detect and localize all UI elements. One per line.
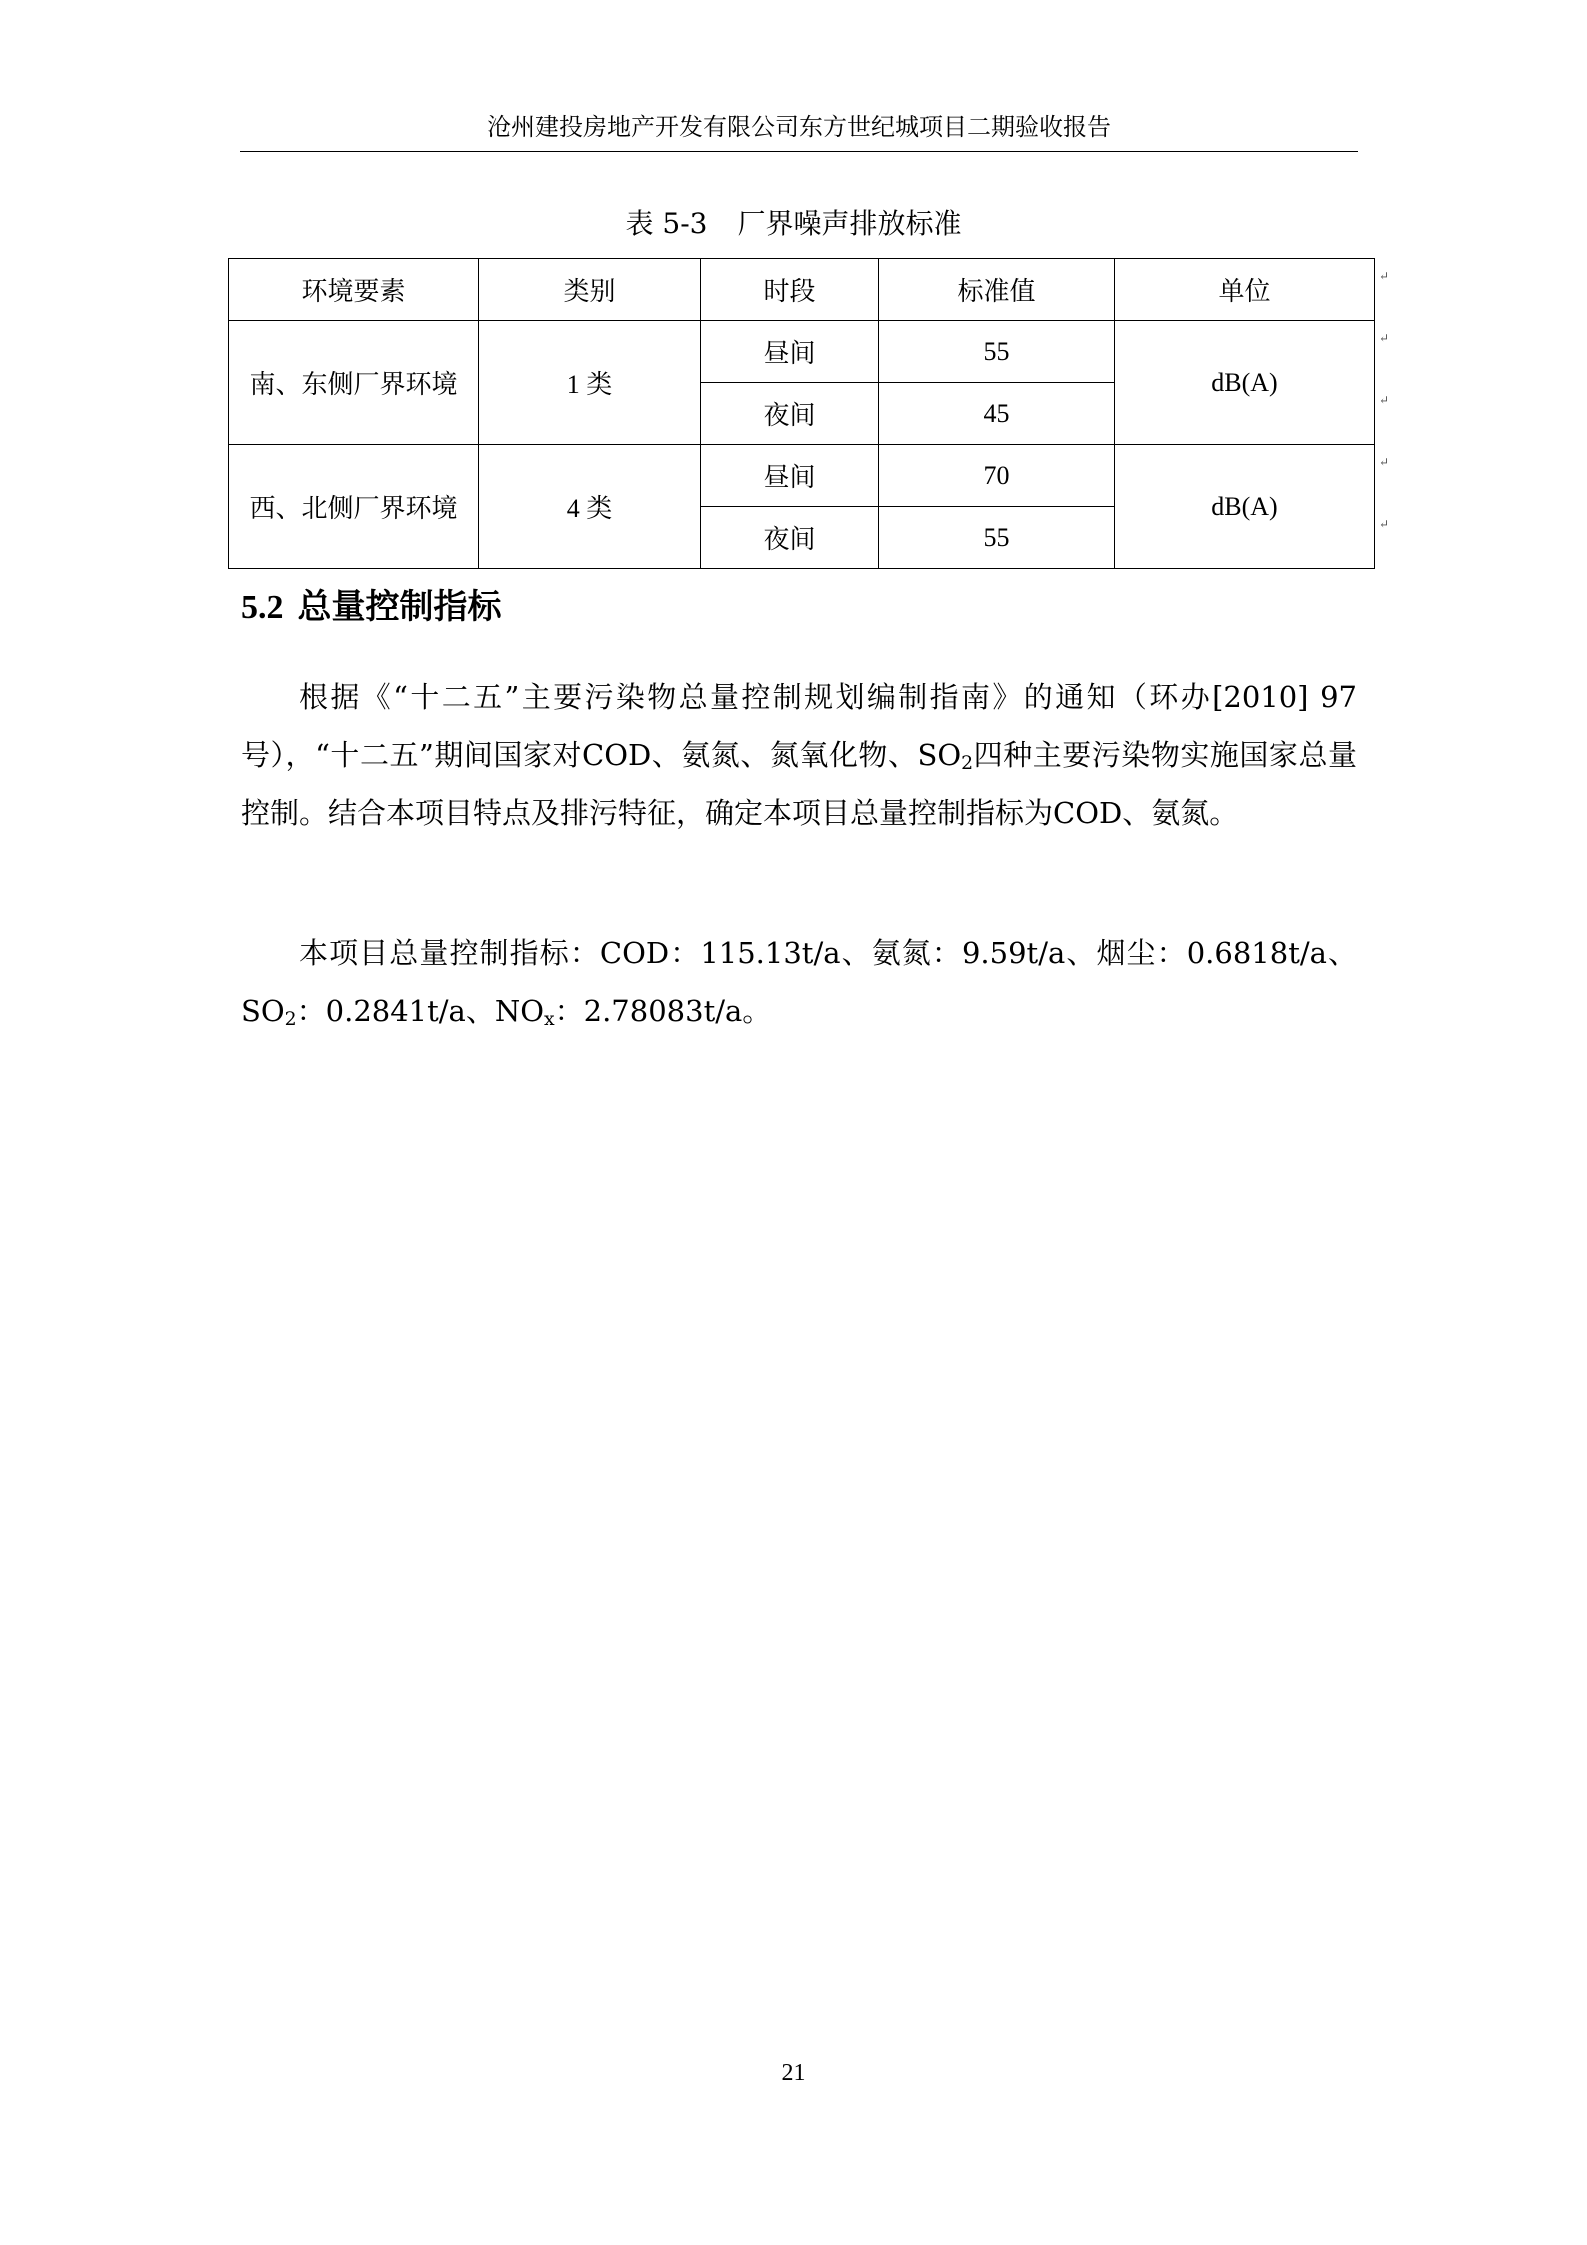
paragraph-mark-icon: ↵ xyxy=(1379,331,1390,345)
unit-cell: dB(A) xyxy=(1115,321,1375,445)
period-cell: 夜间 xyxy=(701,383,879,445)
period-cell: 昼间 xyxy=(701,321,879,383)
period-cell: 昼间 xyxy=(701,445,879,507)
category-cell: 4 类 xyxy=(479,445,701,569)
paragraph-mark-icon: ↵ xyxy=(1379,517,1390,531)
section-heading xyxy=(241,585,502,630)
paragraph-text: 根据《“十二五”主要污染物总量控制规划编制指南》的通知（环办[2010] 97号），“十二五”期间国家对COD、氨氮、氮氧化物、SO xyxy=(241,680,1357,772)
table-caption-number: 表 5-3 xyxy=(625,207,708,240)
standard-value-cell: 55 xyxy=(879,507,1115,569)
paragraph-text: 本项目总量控制指标：COD：115.13t/a、氨氮：9.59t/a、烟尘：0.6818t/a、SO xyxy=(241,936,1357,1028)
subscript: 2 xyxy=(284,1008,297,1030)
table-caption-title: 厂界噪声排放标准 xyxy=(737,207,962,240)
standard-value-cell: 55 xyxy=(879,321,1115,383)
column-header: 时段 xyxy=(701,259,879,321)
paragraph-total-control-basis xyxy=(241,668,1357,842)
environment-element-cell: 西、北侧厂界环境 xyxy=(229,445,479,569)
paragraph-mark-icon: ↵ xyxy=(1379,393,1390,407)
paragraph-text: ：2.78083t/a。 xyxy=(554,994,772,1028)
paragraph-text: 四种主要污染物实施国家总量控制。结合本项目特点及排污特征，确定本项目总量控制指标为COD、氨氮。 xyxy=(241,738,1357,830)
section-title: 总量控制指标 xyxy=(297,587,502,627)
column-header: 单位 xyxy=(1115,259,1375,321)
standard-value-cell: 70 xyxy=(879,445,1115,507)
table-row xyxy=(229,445,1375,507)
column-header: 环境要素 xyxy=(229,259,479,321)
page-header: 沧州建投房地产开发有限公司东方世纪城项目二期验收报告 xyxy=(487,113,1111,141)
subscript: 2 xyxy=(961,752,974,774)
page-number: 21 xyxy=(781,2060,806,2086)
table-header-row xyxy=(229,259,1375,321)
standard-value-cell: 45 xyxy=(879,383,1115,445)
noise-standard-table xyxy=(228,258,1375,569)
section-number: 5.2 xyxy=(241,589,284,626)
paragraph-total-control-indicators xyxy=(241,924,1357,1040)
table-row xyxy=(229,321,1375,383)
paragraph-text: ：0.2841t/a、NO xyxy=(296,994,544,1028)
environment-element-cell: 南、东侧厂界环境 xyxy=(229,321,479,445)
subscript: x xyxy=(544,1008,555,1030)
table-caption xyxy=(0,205,1587,243)
column-header: 标准值 xyxy=(879,259,1115,321)
header-rule xyxy=(240,151,1358,152)
period-cell: 夜间 xyxy=(701,507,879,569)
unit-cell: dB(A) xyxy=(1115,445,1375,569)
category-cell: 1 类 xyxy=(479,321,701,445)
column-header: 类别 xyxy=(479,259,701,321)
paragraph-mark-icon: ↵ xyxy=(1379,269,1390,283)
paragraph-mark-icon: ↵ xyxy=(1379,455,1390,469)
